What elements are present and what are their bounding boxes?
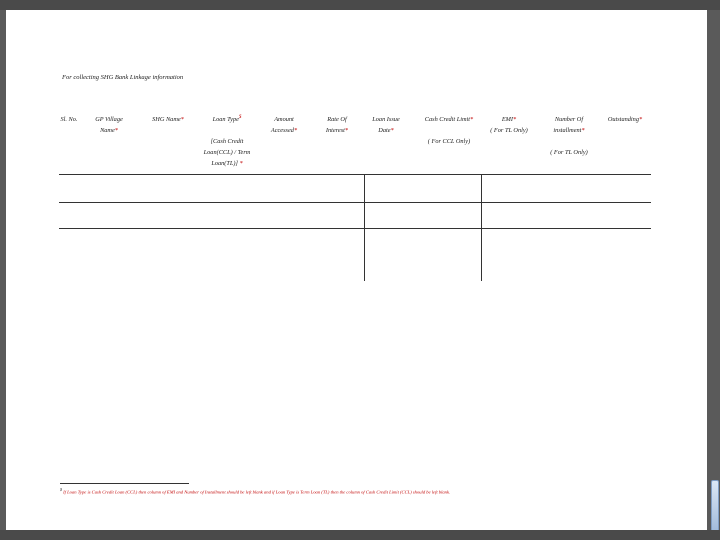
table-row-divider <box>59 174 651 175</box>
header-rate-of-interest <box>316 114 358 136</box>
table-column-divider <box>481 174 482 281</box>
header-label: Rate Of Interest <box>325 116 347 134</box>
header-number-of-installment <box>540 114 598 158</box>
required-marker: * <box>513 116 517 123</box>
required-marker: * <box>180 116 184 123</box>
required-marker: * <box>239 160 243 167</box>
table-row-divider <box>59 228 651 229</box>
required-marker: * <box>581 127 585 134</box>
header-sl-no-label: Sl. No. <box>60 116 78 123</box>
document-title: For collecting SHG Bank Linkage information <box>62 74 184 81</box>
document-page <box>6 10 707 530</box>
header-sl-no <box>54 114 84 125</box>
header-note: ( For TL Only) <box>490 127 528 134</box>
header-amount-accessed <box>262 114 306 136</box>
footnote-marker: $ <box>238 114 242 120</box>
header-label: Number Of installment <box>553 116 584 134</box>
header-note: ( For TL Only) <box>550 149 588 156</box>
required-marker: * <box>114 127 118 134</box>
header-outstanding <box>600 114 650 125</box>
header-label: GP Village Name <box>95 116 123 134</box>
header-note: ( For CCL Only) <box>427 138 471 145</box>
viewer-side-strip <box>707 10 720 530</box>
header-loan-type <box>202 114 252 169</box>
footnote-text: If Loan Type is Cash Credit Loan (CCL) then column of EMI and Number of Installment should be left blank and if Loan Type is Term Loan (TL) then the column of Cash Credit Limit (CCL) should be left blank. <box>63 489 451 495</box>
table-column-divider <box>364 174 365 281</box>
header-label: Amount Accessed <box>270 116 294 134</box>
viewer-bottom-bar <box>0 530 720 540</box>
footnote-separator <box>60 483 189 484</box>
header-label: Outstanding <box>607 116 639 123</box>
header-label: Loan Issue Date <box>372 116 400 134</box>
footnote-marker: $ <box>60 487 62 492</box>
header-shg-name <box>143 114 193 125</box>
header-label: Loan Type <box>212 116 239 123</box>
required-marker: * <box>344 127 349 134</box>
header-loan-issue-date <box>366 114 406 136</box>
header-gp-village-name <box>86 114 132 136</box>
scrollbar-thumb[interactable] <box>711 480 719 536</box>
footnote <box>60 487 660 495</box>
required-marker: * <box>390 127 394 134</box>
header-note: [Cash Credit Loan(CCL) / Term Loan(TL)] <box>203 138 251 167</box>
header-cash-credit-limit <box>422 114 476 147</box>
required-marker: * <box>470 116 474 123</box>
header-label: Cash Credit Limit <box>424 116 471 123</box>
header-label: SHG Name <box>152 116 181 123</box>
required-marker: * <box>638 116 643 123</box>
required-marker: * <box>293 127 298 134</box>
table-row-divider <box>59 202 651 203</box>
viewer-top-bar <box>0 0 720 10</box>
header-emi <box>484 114 534 136</box>
header-label: EMI <box>501 116 514 123</box>
